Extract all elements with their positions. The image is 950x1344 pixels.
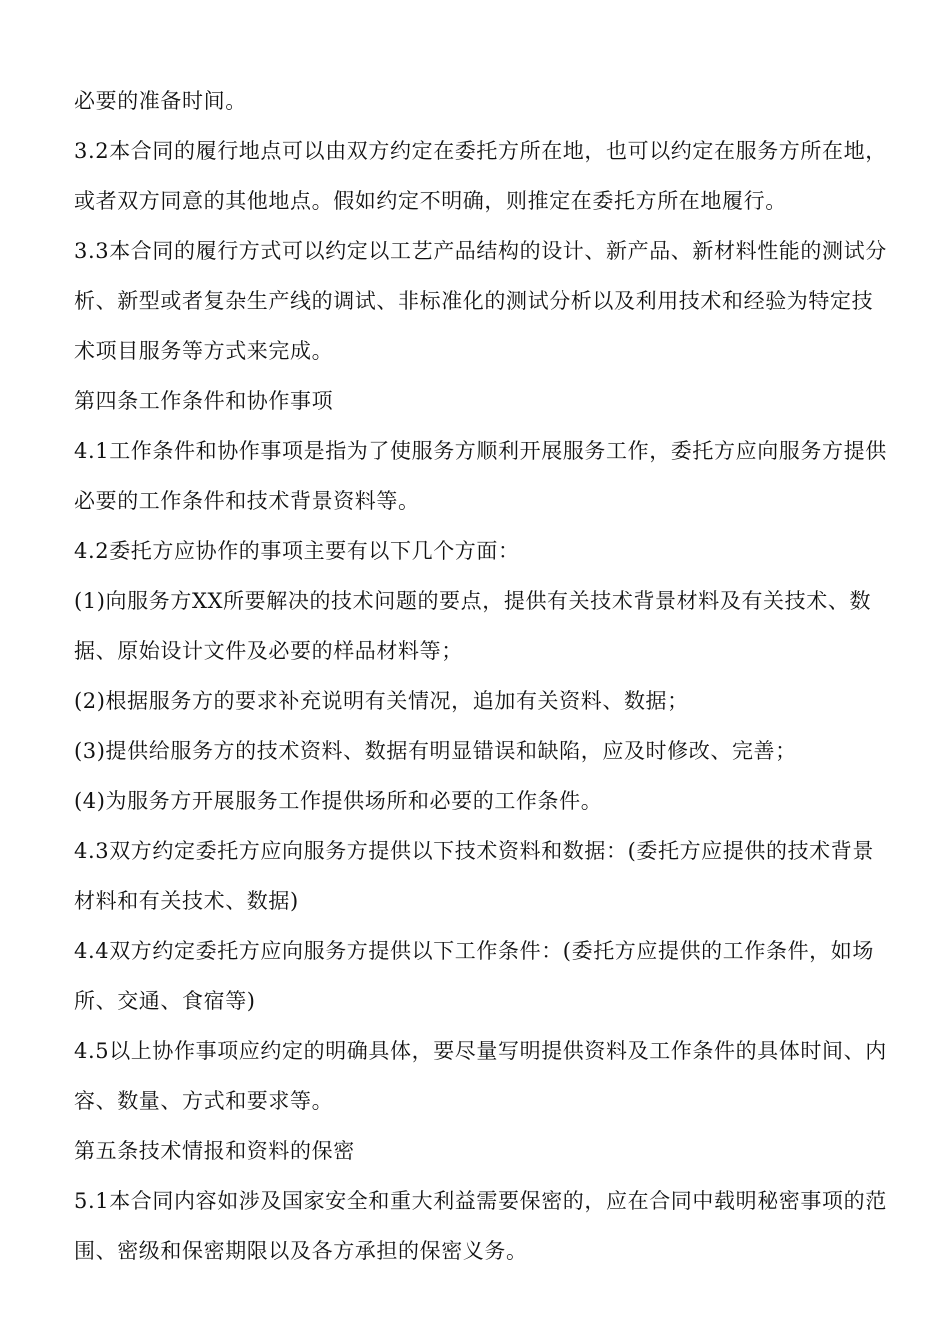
- paragraph-4-4: 4.4双方约定委托方应向服务方提供以下工作条件：(委托方应提供的工作条件，如场所、交通、食宿等): [74, 939, 874, 1013]
- paragraph-3: 3.3本合同的履行方式可以约定以工艺产品结构的设计、新产品、新材料性能的测试分析、新型或者复杂生产线的调试、非标准化的测试分析以及利用技术和经验为特定技术项目服务等方式来完成。: [74, 239, 887, 363]
- list-item-3: (3)提供给服务方的技术资料、数据有明显错误和缺陷，应及时修改、完善；: [74, 739, 797, 763]
- section-heading-5: 第五条技术情报和资料的保密: [74, 1139, 355, 1163]
- paragraph-1: 必要的准备时间。: [74, 89, 247, 113]
- paragraph-4-5: 4.5以上协作事项应约定的明确具体，要尽量写明提供资料及工作条件的具体时间、内容、数量、方式和要求等。: [74, 1039, 887, 1113]
- list-item-2: (2)根据服务方的要求补充说明有关情况，追加有关资料、数据；: [74, 689, 689, 713]
- paragraph-4-3: 4.3双方约定委托方应向服务方提供以下技术资料和数据：(委托方应提供的技术背景材料和有关技术、数据): [74, 839, 874, 913]
- section-heading-4: 第四条工作条件和协作事项: [74, 389, 334, 413]
- paragraph-2: 3.2本合同的履行地点可以由双方约定在委托方所在地，也可以约定在服务方所在地，或者双方同意的其他地点。假如约定不明确，则推定在委托方所在地履行。: [74, 139, 887, 213]
- list-item-1: (1)向服务方XX所要解决的技术问题的要点，提供有关技术背景材料及有关技术、数据、原始设计文件及必要的样品材料等；: [74, 589, 872, 663]
- paragraph-4-2: 4.2委托方应协作的事项主要有以下几个方面：: [74, 539, 520, 563]
- document-body: [74, 76, 894, 1276]
- list-item-4: (4)为服务方开展服务工作提供场所和必要的工作条件。: [74, 789, 603, 813]
- paragraph-5-1: 5.1本合同内容如涉及国家安全和重大利益需要保密的，应在合同中载明秘密事项的范围、密级和保密期限以及各方承担的保密义务。: [74, 1189, 887, 1263]
- paragraph-4-1: 4.1工作条件和协作事项是指为了使服务方顺利开展服务工作，委托方应向服务方提供必要的工作条件和技术背景资料等。: [74, 439, 887, 513]
